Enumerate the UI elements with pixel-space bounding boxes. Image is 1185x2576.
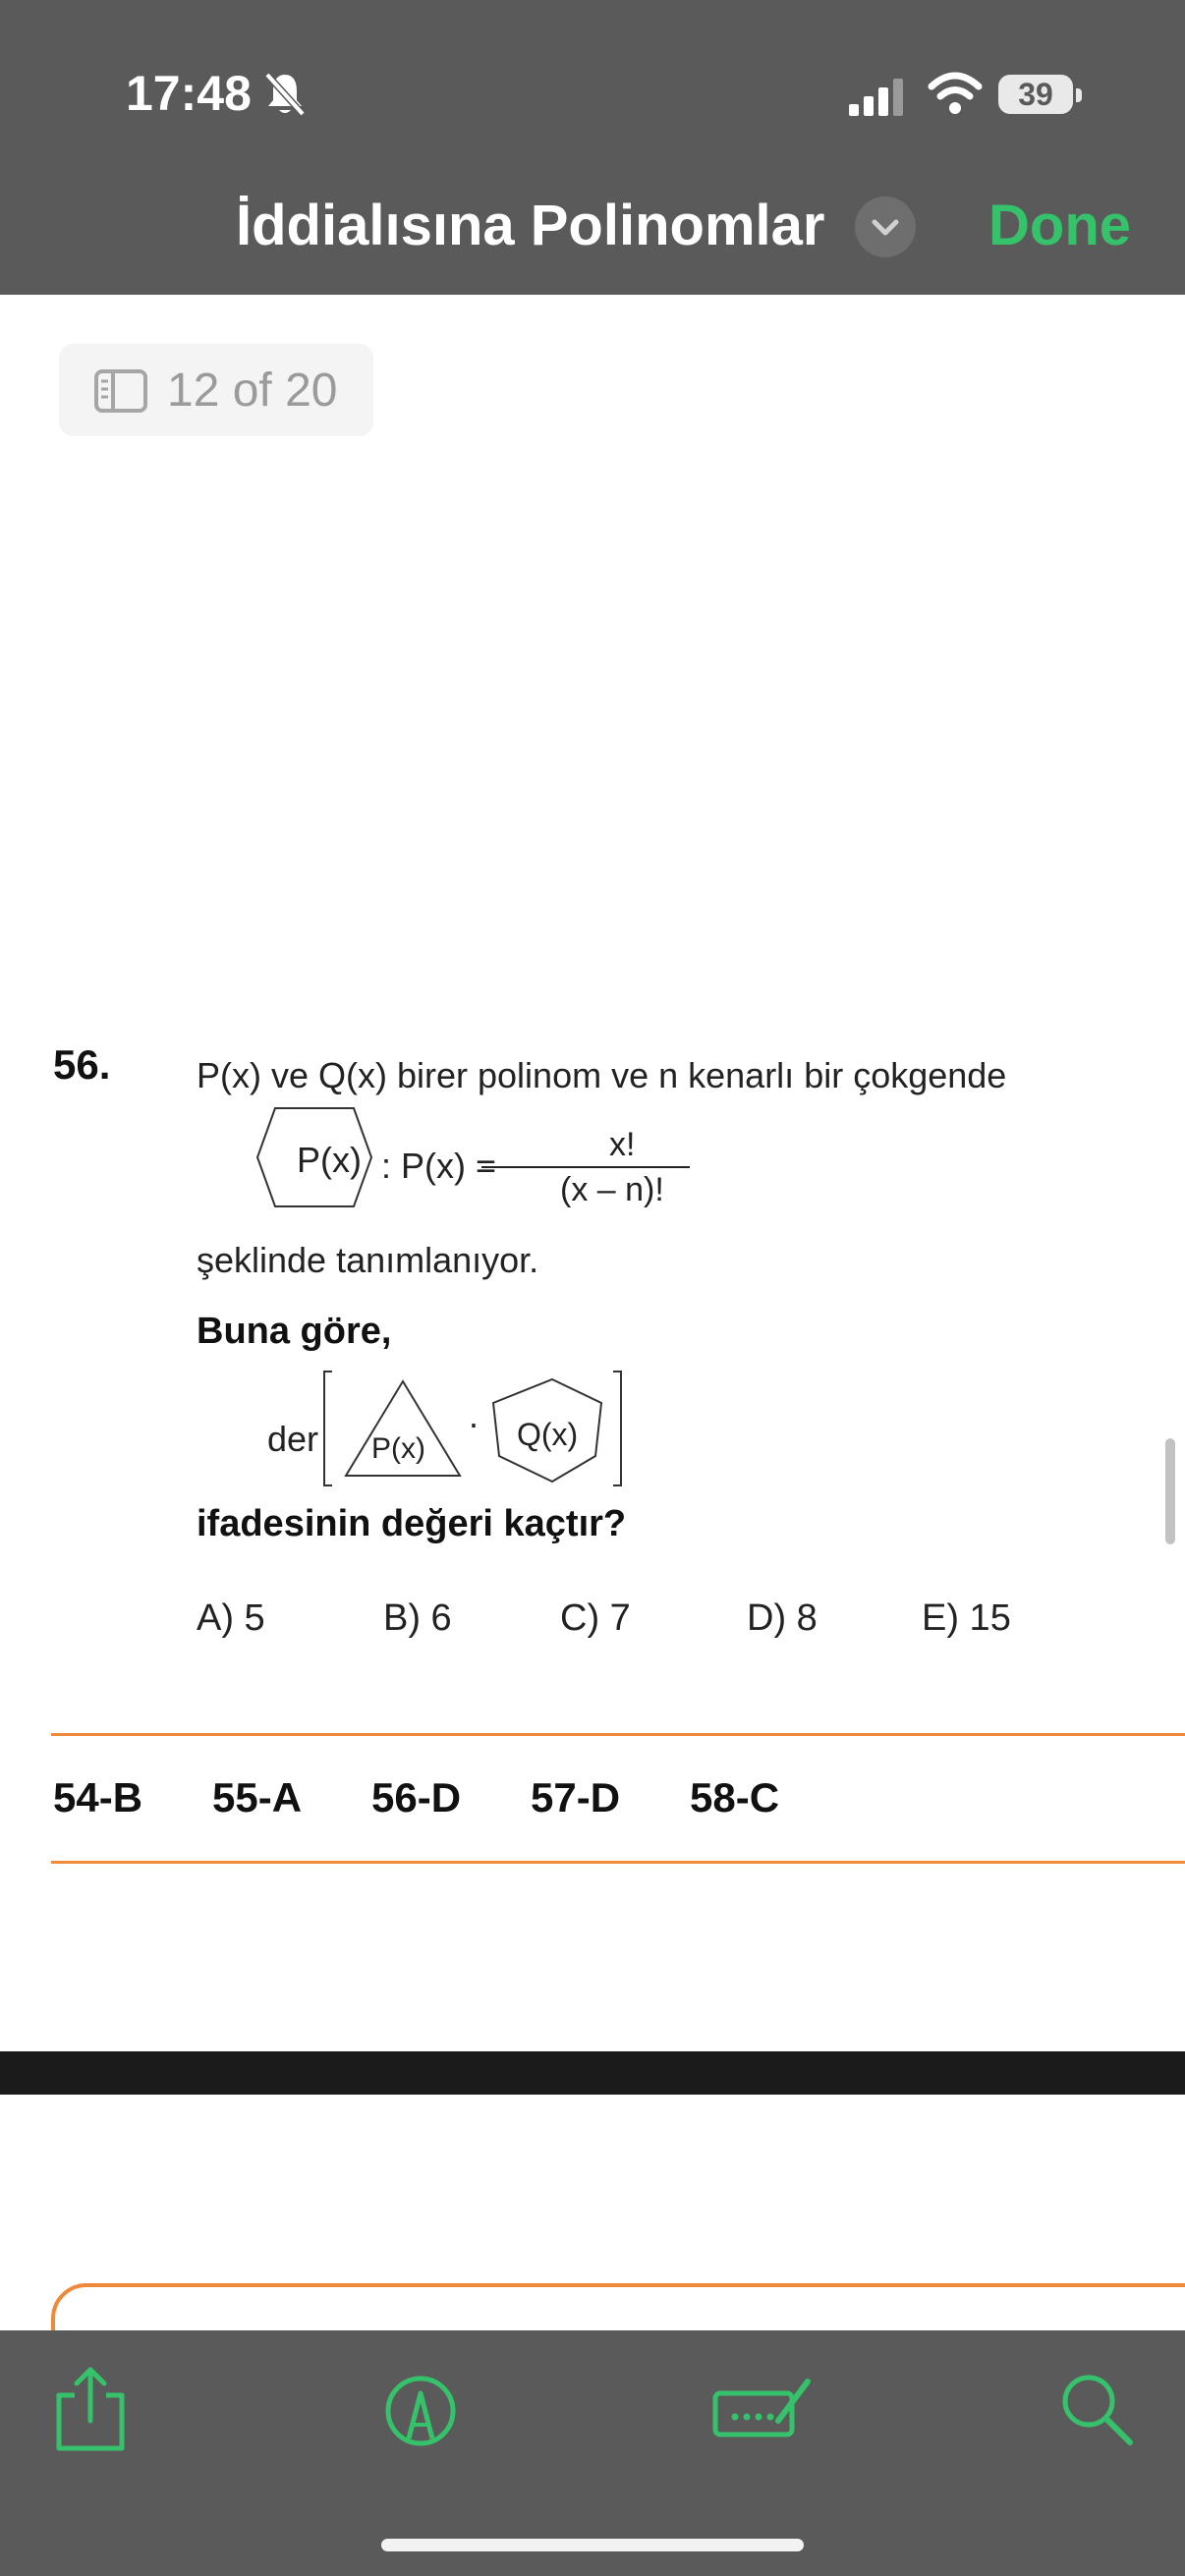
markup-icon <box>371 2360 470 2458</box>
option-c: C) 7 <box>560 1597 631 1639</box>
battery-tip <box>1076 88 1082 102</box>
answer-key-bottom-rule <box>51 1861 1185 1864</box>
share-icon <box>41 2360 140 2458</box>
question-ask: ifadesinin değeri kaçtır? <box>197 1503 627 1544</box>
edit-keyboard-icon <box>709 2360 818 2458</box>
page-indicator-label: 12 of 20 <box>167 364 338 417</box>
done-button[interactable]: Done <box>988 194 1131 257</box>
option-b: B) 6 <box>383 1597 452 1639</box>
expression-prefix: der <box>267 1419 319 1459</box>
home-indicator[interactable] <box>381 2539 804 2551</box>
multiply-dot: · <box>468 1403 480 1443</box>
search-icon <box>1047 2360 1146 2458</box>
pentagon-label: Q(x) <box>517 1417 579 1452</box>
page-separator <box>0 2051 1185 2095</box>
triangle-label: P(x) <box>371 1432 425 1465</box>
title-menu-button[interactable] <box>855 196 916 257</box>
silent-bell-icon <box>263 71 307 118</box>
option-d: D) 8 <box>747 1597 818 1639</box>
battery-indicator: 39 <box>998 75 1073 114</box>
edit-button[interactable] <box>709 2360 818 2458</box>
chevron-down-icon <box>855 196 916 257</box>
hexagon-label: P(x) <box>297 1140 362 1180</box>
share-button[interactable] <box>41 2360 140 2458</box>
cellular-signal-icon <box>849 77 908 116</box>
search-button[interactable] <box>1047 2360 1146 2458</box>
answer-key-item: 56-D <box>371 1774 462 1820</box>
answer-key-item: 58-C <box>690 1774 780 1820</box>
fraction-denominator: (x – n)! <box>560 1171 664 1208</box>
right-bracket <box>613 1372 621 1485</box>
question-line-1: P(x) ve Q(x) birer polinom ve n kenarlı bir çokgende <box>197 1055 1007 1095</box>
answer-key-item: 54-B <box>53 1774 143 1820</box>
answer-key-item: 55-A <box>212 1774 303 1820</box>
fraction-numerator: x! <box>609 1126 636 1163</box>
question-number: 56. <box>53 1041 111 1088</box>
question-prompt: Buna göre, <box>197 1311 392 1352</box>
question-line-3: şeklinde tanımlanıyor. <box>197 1240 539 1280</box>
option-a: A) 5 <box>197 1597 265 1639</box>
answer-key-top-rule <box>51 1733 1185 1736</box>
answer-key-item: 57-D <box>531 1774 621 1820</box>
left-bracket <box>324 1372 332 1485</box>
page-indicator[interactable] <box>59 344 373 436</box>
wifi-icon <box>928 71 983 116</box>
status-time: 17:48 <box>126 66 252 121</box>
sidebar-thumbnails-icon <box>94 369 147 413</box>
definition-lhs: : P(x) = <box>381 1146 497 1186</box>
document-title[interactable]: İddialısına Polinomlar <box>236 194 825 257</box>
markup-button[interactable] <box>371 2360 470 2458</box>
option-e: E) 15 <box>922 1597 1011 1639</box>
scrollbar-thumb[interactable] <box>1165 1438 1175 1544</box>
